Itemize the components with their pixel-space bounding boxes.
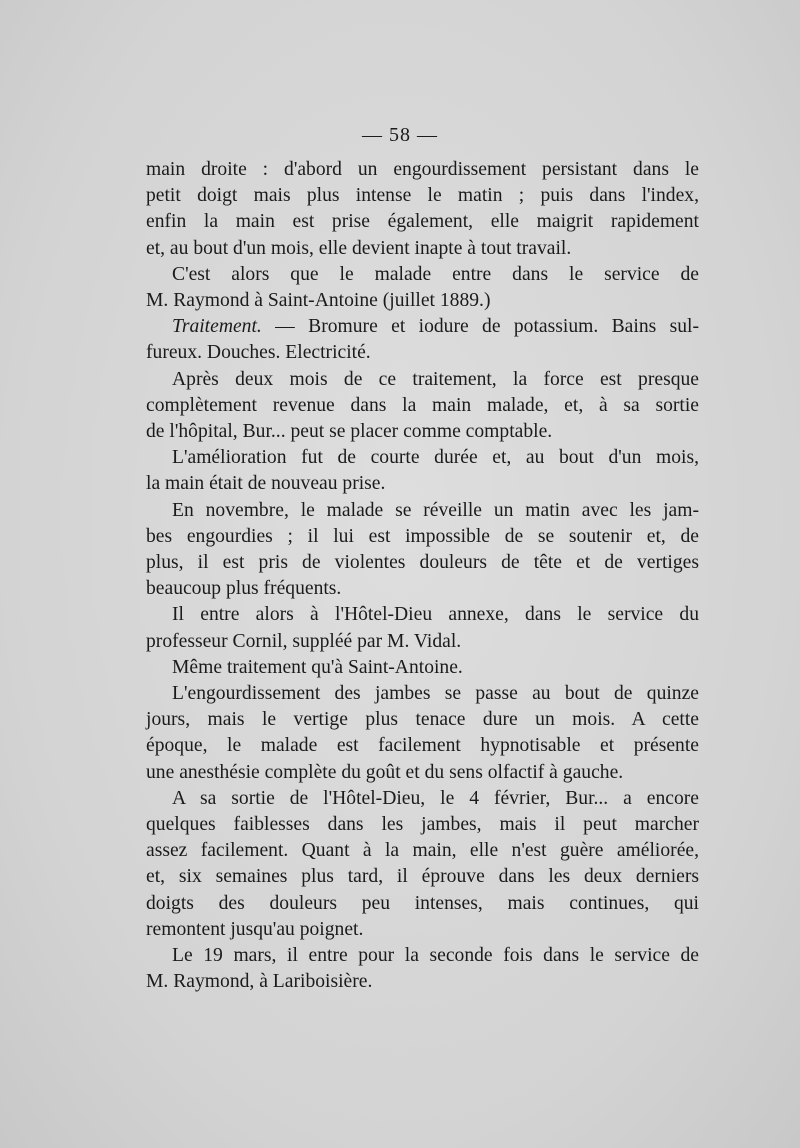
text-line-content: petit doigt mais plus intense le matin ; puis dans l'index, [146,185,699,207]
text-line [146,236,699,262]
text-line [146,445,699,471]
text-line [146,367,699,393]
text-line [146,969,699,995]
text-line [146,733,699,759]
text-line [146,707,699,733]
text-line [146,838,699,864]
text-line [146,760,699,786]
text-line-content: de l'hôpital, Bur... peut se placer comme comptable. [146,421,553,443]
text-line-content: Il entre alors à l'Hôtel-Dieu annexe, dans le service du [172,604,699,626]
text-line [146,419,699,445]
text-line-content: jours, mais le vertige plus tenace dure un mois. A cette [146,709,699,731]
section-heading: Traitement. [172,316,262,338]
text-line [146,262,699,288]
text-line-content: doigts des douleurs peu intenses, mais continues, qui [146,892,699,914]
text-line-content: époque, le malade est facilement hypnotisable et présente [146,735,699,757]
text-line-content: main droite : d'abord un engourdissement persistant dans le [146,159,699,180]
text-line-content: L'engourdissement des jambes se passe au bout de quinze [172,683,699,705]
text-line-content: L'amélioration fut de courte durée et, au bout d'un mois, [172,447,699,469]
text-line-content: assez facilement. Quant à la main, elle n'est guère améliorée, [146,840,699,862]
text-line-content: bes engourdies ; il lui est impossible de se soutenir et, de [146,525,699,547]
text-line-content: fureux. Douches. Electricité. [146,342,371,364]
text-line [146,602,699,628]
text-line [146,891,699,917]
text-line-content: C'est alors que le malade entre dans le service de [172,263,699,285]
text-line [146,471,699,497]
text-line-content: remontent jusqu'au poignet. [146,918,364,940]
text-line [146,209,699,235]
text-line-content: beaucoup plus fréquents. [146,578,342,600]
text-line-content: quelques faiblesses dans les jambes, mais il peut marcher [146,814,699,836]
text-line [146,812,699,838]
text-line [146,498,699,524]
text-line [146,943,699,969]
body-text [146,157,699,996]
text-line-content: complètement revenue dans la main malade, et, à sa sortie [146,394,699,416]
text-line [146,288,699,314]
text-line [146,314,699,340]
text-line [146,576,699,602]
text-line-content: — Bromure et iodure de potassium. Bains sul- [261,316,699,338]
page-number: — 58 — [362,124,438,146]
text-line-content: et, six semaines plus tard, il éprouve dans les deux derniers [146,866,699,888]
text-line-content: Même traitement qu'à Saint-Antoine. [172,656,463,678]
text-line-content: plus, il est pris de violentes douleurs de tête et de vertiges [146,552,699,574]
text-line-content: M. Raymond, à Lariboisière. [146,971,373,993]
text-line [146,393,699,419]
text-line [146,655,699,681]
text-line-content: enfin la main est prise également, elle maigrit rapidement [146,211,699,233]
text-line [146,550,699,576]
text-line [146,864,699,890]
text-line-content: professeur Cornil, suppléé par M. Vidal. [146,630,462,652]
text-line-content: M. Raymond à Saint-Antoine (juillet 1889.) [146,290,491,312]
text-line [146,183,699,209]
text-line [146,524,699,550]
text-line-content: et, au bout d'un mois, elle devient inapte à tout travail. [146,237,572,259]
text-line-content: A sa sortie de l'Hôtel-Dieu, le 4 février, Bur... a encore [172,787,699,809]
text-line [146,917,699,943]
text-line [146,681,699,707]
text-line-content: Après deux mois de ce traitement, la force est presque [172,368,699,390]
text-line [146,786,699,812]
text-line-content: Le 19 mars, il entre pour la seconde fois dans le service de [172,945,699,967]
text-line [146,340,699,366]
text-line-content: la main était de nouveau prise. [146,473,386,495]
text-line [146,629,699,655]
text-line-content: En novembre, le malade se réveille un matin avec les jam- [172,499,699,521]
text-line-content: une anesthésie complète du goût et du sens olfactif à gauche. [146,761,624,783]
text-line [146,157,699,183]
